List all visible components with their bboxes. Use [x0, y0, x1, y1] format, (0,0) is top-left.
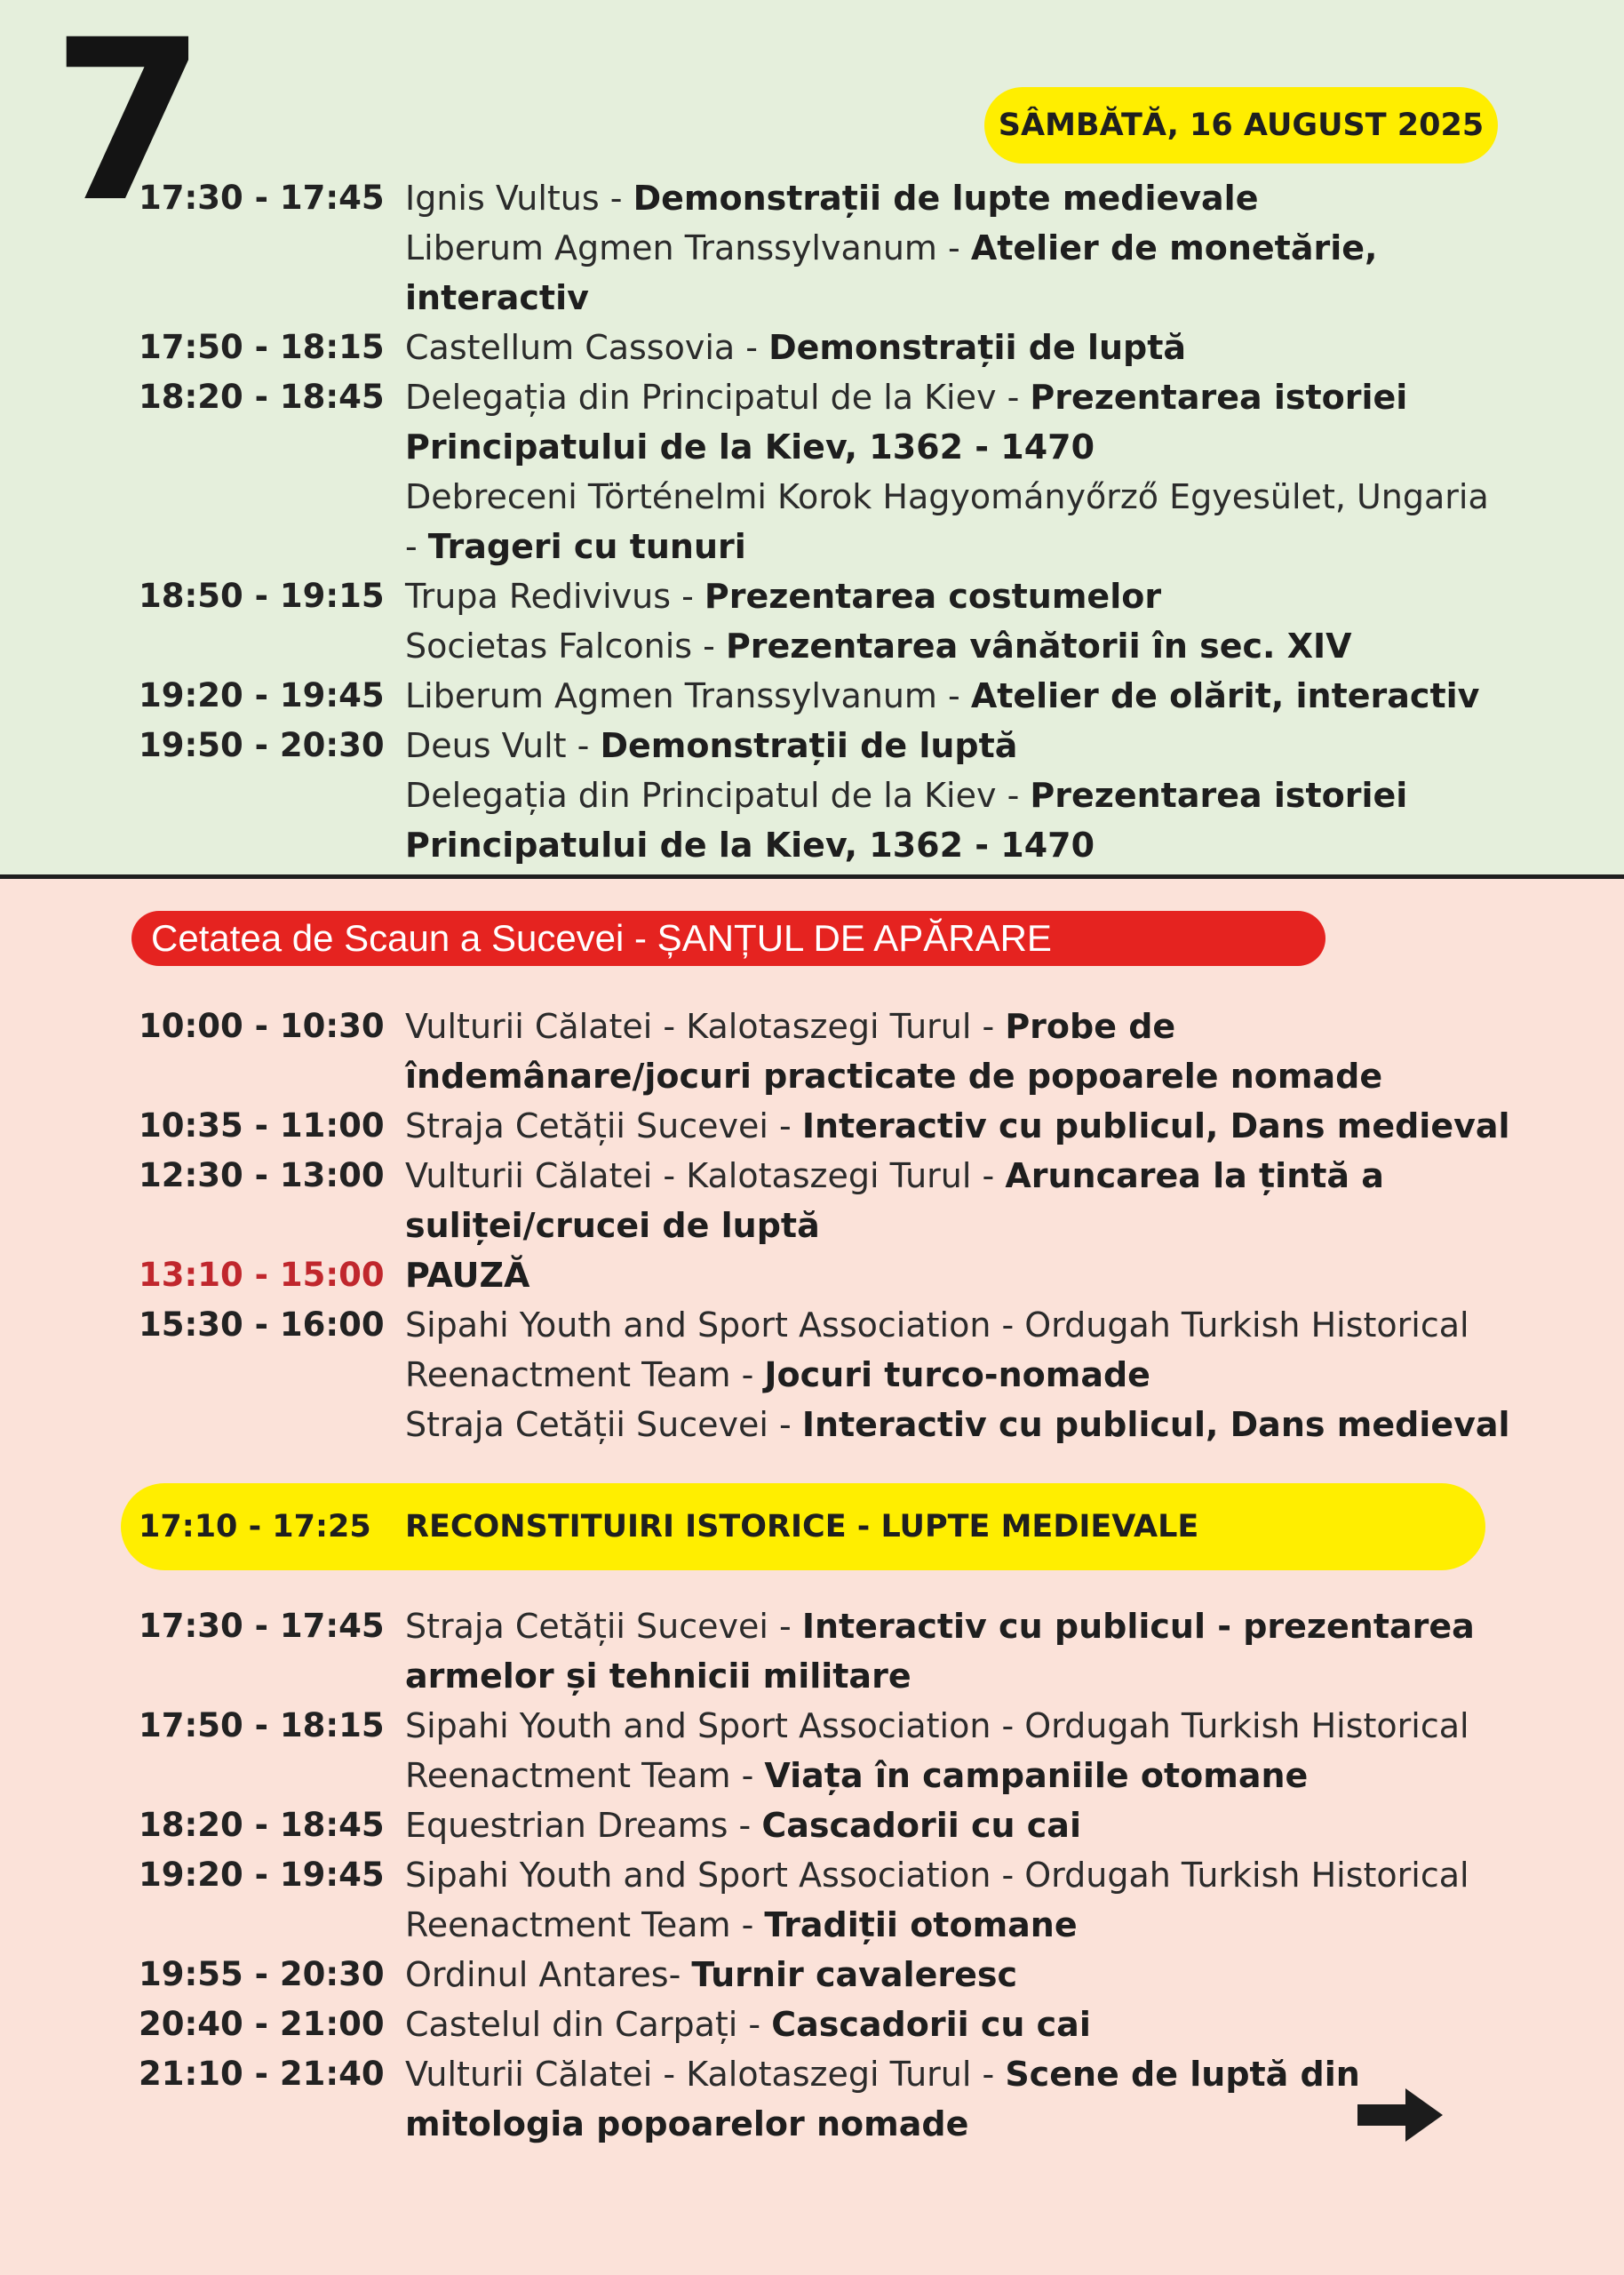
schedule-time: 10:35 - 11:00 — [139, 1106, 385, 1145]
schedule-row — [139, 1601, 1524, 1651]
schedule-row — [139, 671, 1524, 721]
schedule-organizer: Delegația din Principatul de la Kiev — [405, 776, 997, 815]
schedule-description — [405, 1151, 1524, 1201]
schedule-organizer: Vulturii Călatei - Kalotaszegi Turul — [405, 1007, 972, 1046]
schedule-time — [139, 2099, 405, 2149]
schedule-organizer: Sipahi Youth and Sport Association - Ordugah Turkish Historical — [405, 1706, 1469, 1745]
schedule-description — [405, 1250, 1524, 1300]
schedule-row — [139, 820, 1524, 870]
schedule-separator: - — [768, 1607, 802, 1646]
schedule-description — [405, 1701, 1524, 1751]
schedule-organizer: Vulturii Călatei - Kalotaszegi Turul — [405, 2055, 972, 2094]
schedule-description — [405, 372, 1524, 422]
schedule-row — [139, 2049, 1524, 2099]
schedule-description — [405, 1950, 1524, 2000]
schedule-activity: PAUZĂ — [405, 1256, 530, 1295]
schedule-separator: - — [971, 2055, 1006, 2094]
schedule-time — [139, 1900, 405, 1950]
schedule-description — [405, 1002, 1524, 1051]
schedule-row — [139, 1400, 1524, 1449]
schedule-time: 19:55 - 20:30 — [139, 1955, 385, 1993]
schedule-time: 17:50 - 18:15 — [139, 1706, 385, 1744]
schedule-organizer: Liberum Agmen Transsylvanum — [405, 676, 937, 715]
schedule-time — [139, 472, 405, 522]
schedule-organizer: Ordinul Antares — [405, 1955, 669, 1994]
schedule-activity: Atelier de monetărie, interactiv — [405, 228, 1378, 317]
schedule-organizer: Straja Cetății Sucevei — [405, 1106, 768, 1145]
schedule-description — [405, 1800, 1524, 1850]
schedule-row — [139, 1751, 1524, 1800]
schedule-activity: Scene de luptă din — [1005, 2055, 1360, 2094]
schedule-activity: Principatului de la Kiev, 1362 - 1470 — [405, 427, 1095, 467]
schedule-row — [139, 1101, 1524, 1151]
schedule-activity: Principatului de la Kiev, 1362 - 1470 — [405, 826, 1095, 865]
schedule-time: 19:50 - 20:30 — [139, 726, 385, 764]
schedule-separator: - — [971, 1156, 1006, 1195]
schedule-description — [405, 223, 1524, 323]
schedule-separator: - — [936, 228, 971, 267]
schedule-organizer: Castellum Cassovia — [405, 328, 736, 367]
schedule-row — [139, 1250, 1524, 1300]
schedule-description — [405, 2099, 1524, 2149]
schedule-activity: îndemânare/jocuri practicate de popoarele nomade — [405, 1057, 1383, 1096]
schedule-row — [139, 472, 1524, 522]
date-badge: SÂMBĂTĂ, 16 AUGUST 2025 — [984, 87, 1498, 164]
schedule-separator: - — [768, 1405, 802, 1444]
schedule-time — [139, 1350, 405, 1400]
schedule-separator: - — [735, 328, 769, 367]
schedule-description — [405, 820, 1524, 870]
schedule-organizer: Equestrian Dreams — [405, 1806, 728, 1845]
schedule-time: 20:40 - 21:00 — [139, 2005, 385, 2043]
schedule-organizer: Ignis Vultus — [405, 179, 600, 218]
schedule-activity: Trageri cu tunuri — [427, 527, 746, 566]
schedule-description — [405, 1850, 1524, 1900]
schedule-separator: - — [671, 577, 705, 616]
schedule-activity: Demonstrații de luptă — [600, 726, 1018, 765]
schedule-description — [405, 1751, 1524, 1800]
schedule-time — [139, 223, 405, 323]
schedule-separator: - — [971, 1007, 1006, 1046]
schedule-row — [139, 1850, 1524, 1900]
schedule-row — [139, 1002, 1524, 1051]
schedule-bottom — [139, 1601, 1524, 2149]
schedule-time — [139, 1651, 405, 1701]
schedule-row — [139, 173, 1524, 223]
schedule-separator: - — [599, 179, 633, 218]
schedule-row — [139, 1151, 1524, 1201]
schedule-description — [405, 671, 1524, 721]
schedule-organizer: Liberum Agmen Transsylvanum — [405, 228, 937, 267]
schedule-time — [139, 621, 405, 671]
schedule-description — [405, 422, 1524, 472]
schedule-time: 15:30 - 16:00 — [139, 1305, 385, 1344]
schedule-activity: Interactiv cu publicul, Dans medieval — [801, 1106, 1510, 1145]
schedule-activity: Interactiv cu publicul, Dans medieval — [801, 1405, 1510, 1444]
highlight-row — [139, 1498, 1198, 1555]
schedule-row — [139, 422, 1524, 472]
schedule-separator: - — [730, 1355, 765, 1394]
schedule-time — [139, 1751, 405, 1800]
schedule-row — [139, 1300, 1524, 1350]
schedule-row — [139, 1201, 1524, 1250]
schedule-row — [139, 571, 1524, 621]
schedule-description — [405, 1900, 1524, 1950]
schedule-activity: mitologia popoarelor nomade — [405, 2104, 969, 2143]
schedule-separator: - — [737, 2005, 772, 2044]
schedule-activity: Interactiv cu publicul - prezentarea — [801, 1607, 1475, 1646]
schedule-description — [405, 770, 1524, 820]
schedule-organizer: Vulturii Călatei - Kalotaszegi Turul — [405, 1156, 972, 1195]
schedule-row — [139, 372, 1524, 422]
schedule-time: 18:20 - 18:45 — [139, 378, 385, 416]
schedule-top — [139, 173, 1524, 870]
schedule-row — [139, 1651, 1524, 1701]
schedule-activity: Viața în campaniile otomane — [764, 1756, 1309, 1795]
schedule-separator: - — [996, 378, 1031, 417]
schedule-activity: Demonstrații de luptă — [768, 328, 1187, 367]
schedule-separator: - — [936, 676, 971, 715]
schedule-separator: - — [668, 1955, 692, 1994]
schedule-organizer: Debreceni Történelmi Korok Hagyományőrző Egyesület, Ungaria — [405, 477, 1489, 516]
schedule-time: 10:00 - 10:30 — [139, 1007, 385, 1045]
highlight-time: 17:10 - 17:25 — [139, 1509, 371, 1545]
schedule-separator: - — [730, 1905, 765, 1944]
schedule-organizer: Castelul din Carpați — [405, 2005, 738, 2044]
schedule-activity: Cascadorii cu cai — [771, 2005, 1091, 2044]
schedule-separator: - — [566, 726, 601, 765]
highlight-label: RECONSTITUIRI ISTORICE - LUPTE MEDIEVALE — [405, 1509, 1199, 1545]
schedule-description — [405, 571, 1524, 621]
schedule-activity: Turnir cavaleresc — [691, 1955, 1017, 1994]
schedule-description — [405, 1400, 1524, 1449]
schedule-description — [405, 721, 1524, 770]
schedule-organizer: Straja Cetății Sucevei — [405, 1607, 768, 1646]
schedule-activity: suliței/crucei de luptă — [405, 1206, 820, 1245]
schedule-row — [139, 1950, 1524, 2000]
schedule-organizer: Sipahi Youth and Sport Association - Ordugah Turkish Historical — [405, 1856, 1469, 1895]
schedule-activity: Prezentarea costumelor — [704, 577, 1162, 616]
page-number: 7 — [52, 0, 201, 251]
schedule-row — [139, 621, 1524, 671]
schedule-separator: - — [768, 1106, 802, 1145]
schedule-separator: - — [692, 627, 726, 666]
schedule-row — [139, 770, 1524, 820]
schedule-time — [139, 820, 405, 870]
schedule-activity: Jocuri turco-nomade — [764, 1355, 1150, 1394]
schedule-time: 19:20 - 19:45 — [139, 676, 385, 714]
schedule-time — [139, 522, 405, 571]
schedule-separator: - — [996, 776, 1031, 815]
arrow-right-icon[interactable] — [1357, 2088, 1443, 2142]
schedule-organizer: Trupa Redivivus — [405, 577, 671, 616]
schedule-time: 18:50 - 19:15 — [139, 577, 385, 615]
schedule-row — [139, 1051, 1524, 1101]
schedule-description — [405, 1101, 1524, 1151]
schedule-row — [139, 2000, 1524, 2049]
venue-banner: Cetatea de Scaun a Sucevei - ȘANȚUL DE APĂRARE — [131, 911, 1325, 966]
schedule-activity: Cascadorii cu cai — [761, 1806, 1081, 1845]
schedule-description — [405, 1201, 1524, 1250]
schedule-time: 12:30 - 13:00 — [139, 1156, 385, 1194]
schedule-activity: armelor și tehnicii militare — [405, 1656, 912, 1696]
schedule-description — [405, 1051, 1524, 1101]
schedule-description — [405, 1300, 1524, 1350]
schedule-time: 19:20 - 19:45 — [139, 1856, 385, 1894]
schedule-activity: Demonstrații de lupte medievale — [633, 179, 1259, 218]
schedule-activity: Tradiții otomane — [764, 1905, 1078, 1944]
schedule-separator: - — [728, 1806, 762, 1845]
schedule-activity: Aruncarea la țintă a — [1005, 1156, 1384, 1195]
schedule-row — [139, 323, 1524, 372]
schedule-separator: - — [730, 1756, 765, 1795]
schedule-organizer: Reenactment Team — [405, 1756, 731, 1795]
schedule-time: 13:10 - 15:00 — [139, 1256, 385, 1294]
schedule-separator: - — [405, 527, 428, 566]
schedule-description — [405, 522, 1524, 571]
schedule-description — [405, 2000, 1524, 2049]
schedule-time — [139, 1400, 405, 1449]
schedule-row — [139, 223, 1524, 323]
schedule-organizer: Societas Falconis — [405, 627, 693, 666]
schedule-time: 17:30 - 17:45 — [139, 179, 385, 217]
schedule-organizer: Reenactment Team — [405, 1905, 731, 1944]
schedule-organizer: Reenactment Team — [405, 1355, 731, 1394]
schedule-time — [139, 1201, 405, 1250]
schedule-row — [139, 522, 1524, 571]
schedule-activity: Prezentarea istoriei — [1030, 776, 1408, 815]
schedule-time: 17:50 - 18:15 — [139, 328, 385, 366]
schedule-organizer: Straja Cetății Sucevei — [405, 1405, 768, 1444]
schedule-row — [139, 2099, 1524, 2149]
schedule-description — [405, 2049, 1524, 2099]
schedule-description — [405, 173, 1524, 223]
schedule-organizer: Deus Vult — [405, 726, 567, 765]
schedule-row — [139, 1701, 1524, 1751]
schedule-row — [139, 1800, 1524, 1850]
schedule-row — [139, 1900, 1524, 1950]
schedule-time — [139, 1051, 405, 1101]
schedule-description — [405, 323, 1524, 372]
schedule-description — [405, 1651, 1524, 1701]
schedule-activity: Atelier de olărit, interactiv — [970, 676, 1480, 715]
schedule-time: 17:30 - 17:45 — [139, 1607, 385, 1645]
schedule-organizer: Sipahi Youth and Sport Association - Ordugah Turkish Historical — [405, 1305, 1469, 1345]
schedule-activity: Probe de — [1005, 1007, 1176, 1046]
schedule-activity: Prezentarea vânătorii în sec. XIV — [725, 627, 1352, 666]
schedule-row — [139, 721, 1524, 770]
schedule-time — [139, 422, 405, 472]
schedule-description — [405, 472, 1524, 522]
schedule-time: 18:20 - 18:45 — [139, 1806, 385, 1844]
schedule-middle — [139, 1002, 1524, 1449]
schedule-description — [405, 1350, 1524, 1400]
schedule-time: 21:10 - 21:40 — [139, 2055, 385, 2093]
schedule-description — [405, 1601, 1524, 1651]
schedule-organizer: Delegația din Principatul de la Kiev — [405, 378, 997, 417]
schedule-activity: Prezentarea istoriei — [1030, 378, 1408, 417]
schedule-time — [139, 770, 405, 820]
schedule-row — [139, 1350, 1524, 1400]
schedule-description — [405, 621, 1524, 671]
